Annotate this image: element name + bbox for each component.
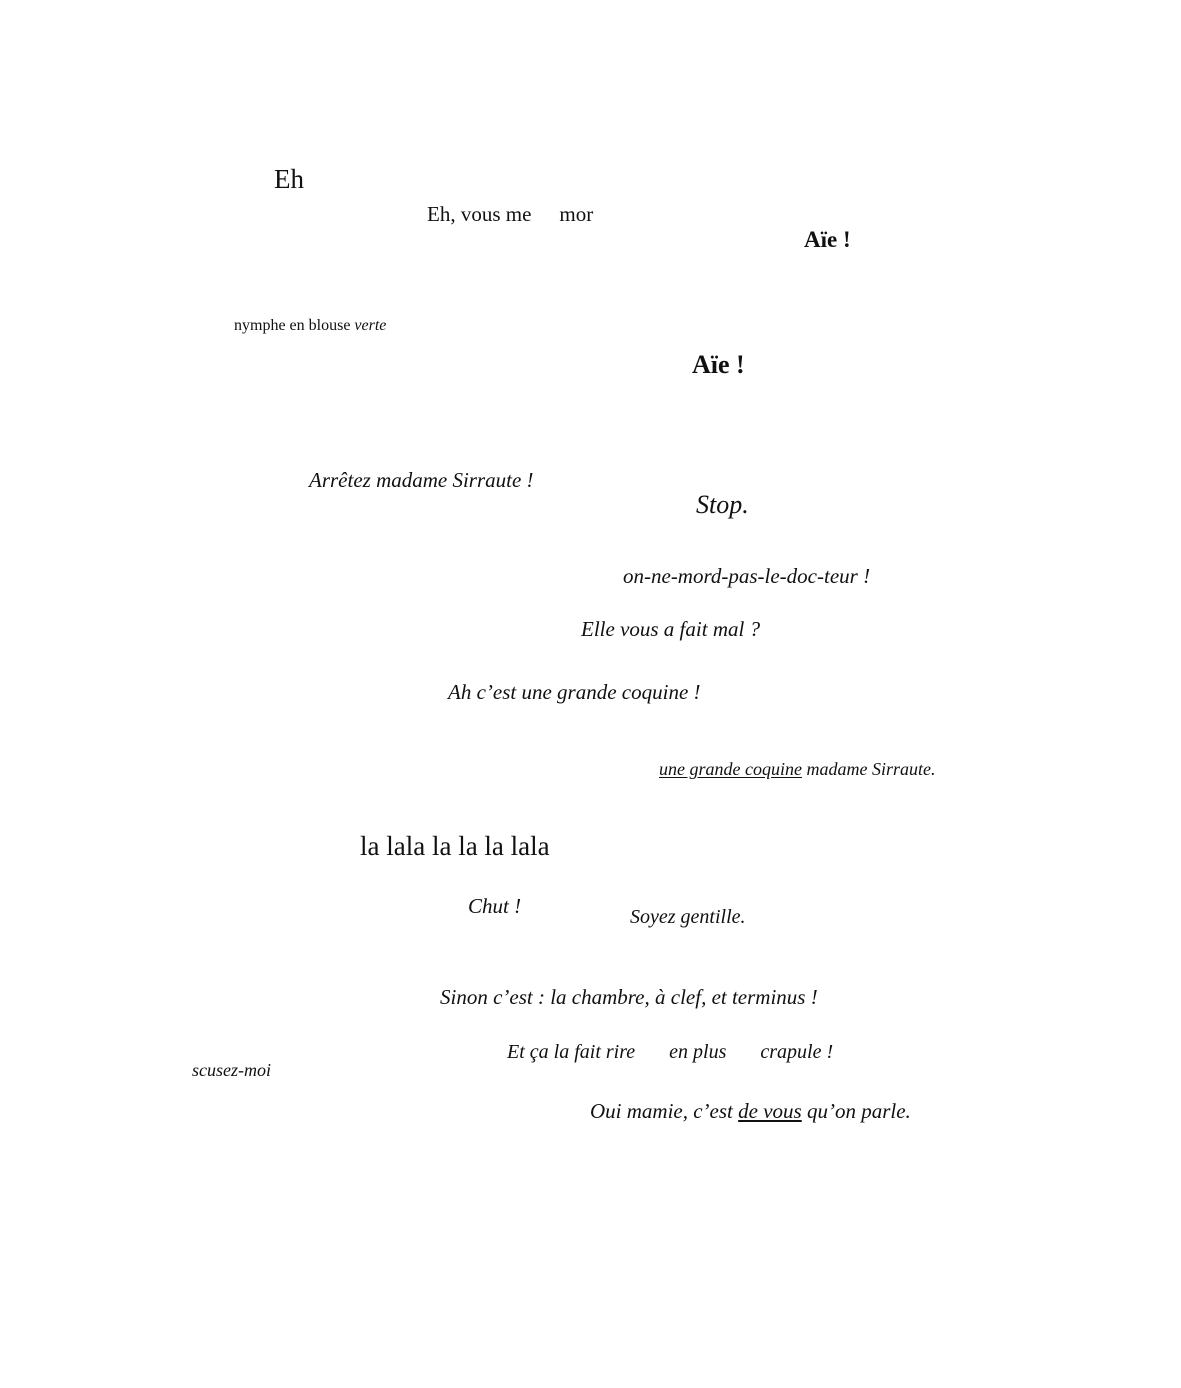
line-grande-coquine — [659, 760, 935, 778]
line-elle-vous: Elle vous a fait mal ? — [581, 617, 761, 641]
line-arretez: Arrêtez madame Sirraute ! — [309, 468, 534, 492]
line-aie-1: Aïe ! — [804, 227, 851, 252]
line-oui-mamie-underlined: de vous — [738, 1099, 802, 1123]
line-nymphe-italic: verte — [354, 317, 387, 334]
line-nymphe — [234, 318, 386, 334]
line-vous-me-part1: Eh, vous me — [427, 202, 532, 226]
line-oui-mamie-after: qu’on parle. — [806, 1099, 911, 1123]
line-et-ca — [507, 1042, 833, 1062]
line-nymphe-text: nymphe en blouse — [234, 317, 351, 334]
line-ah-cest: Ah c’est une grande coquine ! — [448, 680, 701, 704]
line-et-ca-part3: crapule ! — [760, 1041, 834, 1063]
line-et-ca-part2: en plus — [669, 1041, 727, 1063]
line-grande-coquine-rest: madame Sirraute. — [806, 759, 936, 779]
line-on-ne-mord: on-ne-mord-pas-le-doc-teur ! — [623, 564, 871, 588]
line-et-ca-part1: Et ça la fait rire — [507, 1041, 636, 1063]
line-grande-coquine-underlined: une grande coquine — [659, 759, 802, 779]
line-oui-mamie-before: Oui mamie, c’est — [590, 1099, 733, 1123]
line-vous-me-part2: mor — [559, 202, 594, 226]
line-eh: Eh — [274, 164, 304, 194]
line-soyez: Soyez gentille. — [630, 906, 746, 928]
line-sinon: Sinon c’est : la chambre, à clef, et terminus ! — [440, 985, 818, 1009]
line-stop: Stop. — [696, 490, 749, 519]
line-scusez: scusez-moi — [192, 1060, 271, 1080]
line-aie-2: Aïe ! — [692, 350, 745, 379]
line-oui-mamie — [590, 1101, 911, 1122]
line-chut: Chut ! — [468, 894, 522, 918]
line-vous-me-mor — [427, 204, 593, 225]
line-lala: la lala la la la lala — [360, 831, 550, 861]
